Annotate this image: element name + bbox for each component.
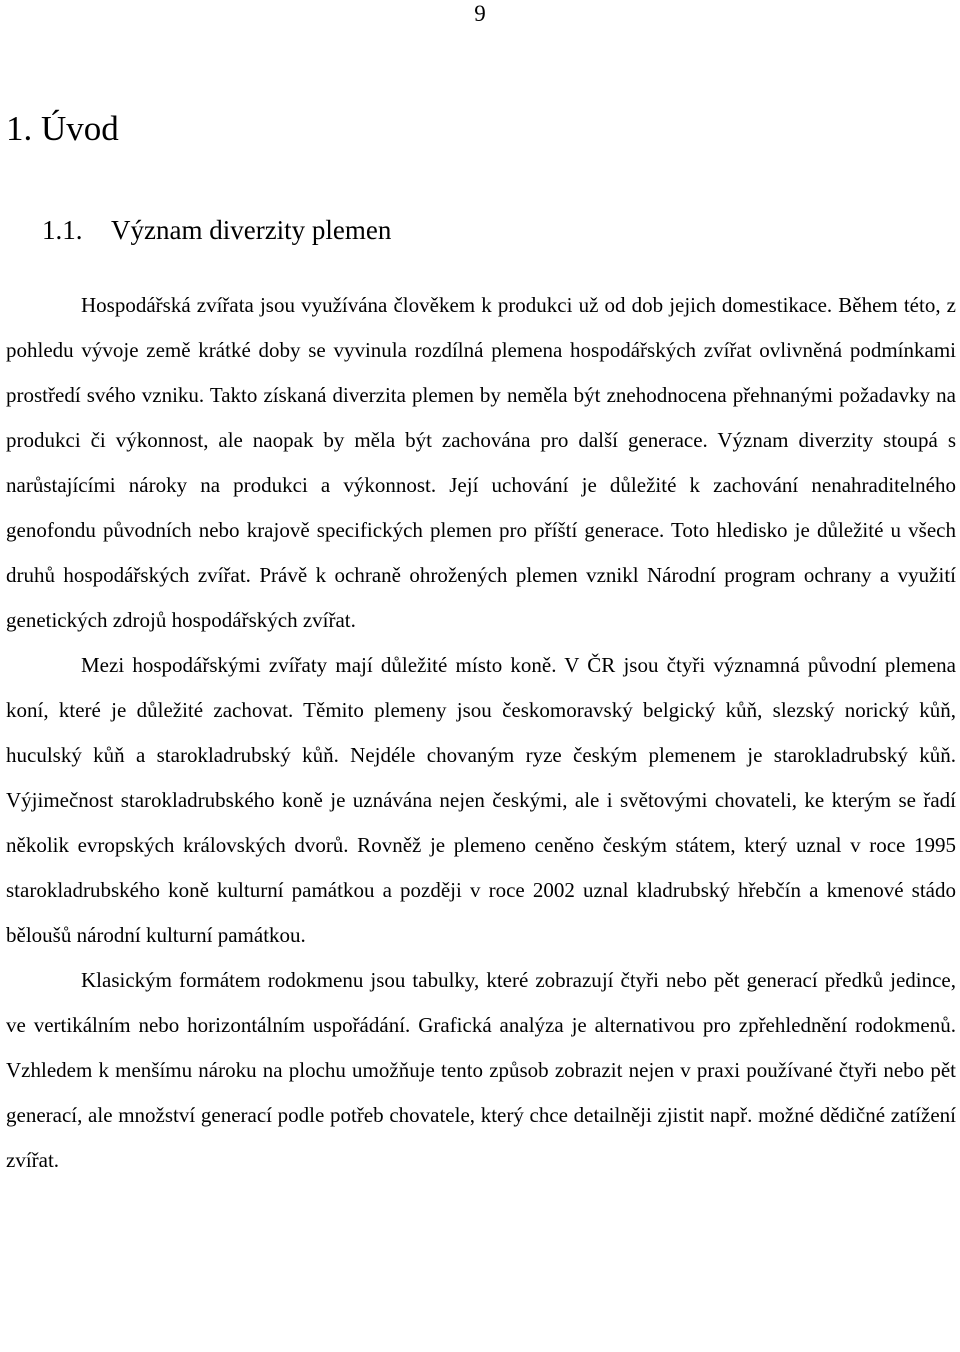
section-number: 1.1. <box>42 215 83 245</box>
paragraph-pedigree: Klasickým formátem rodokmenu jsou tabulky, které zobrazují čtyři nebo pět generací předků jedince, ve vertikálním nebo horizontálním uspořádání. Grafická analýza je alternativou pro zpřehlednění rodokmenů. Vzhledem k menšímu nároku na plochu umožňuje tento způsob zobrazit nejen v praxi používané čtyři nebo pět generací, ale množství generací podle potřeb chovatele, který chce detailněji zjistit např. možné dědičné zatížení zvířat. <box>6 968 956 1172</box>
chapter-title: 1. Úvod <box>6 109 119 148</box>
paragraph-diversity: Hospodářská zvířata jsou využívána člověkem k produkci už od dob jejich domestikace. Během této, z pohledu vývoje země krátké doby se vyvinula rozdílná plemena hospodářských zvířat ovlivněná podmínkami prostředí svého vzniku. Takto získaná diverzita plemen by neměla být znehodnocena přehnanými požadavky na produkci či výkonnost, ale naopak by měla být zachována pro další generace. Význam diverzity stoupá s narůstajícími nároky na produkci a výkonnost. Její uchování je důležité k zachování nenahraditelného genofondu původních nebo krajově specifických plemen pro příští generace. Toto hledisko je důležité u všech druhů hospodářských zvířat. Právě k ochraně ohrožených plemen vznikl Národní program ochrany a využití genetických zdrojů hospodářských zvířat. <box>6 293 956 632</box>
body-text <box>6 283 956 1183</box>
section-heading <box>42 213 391 247</box>
paragraph-horses: Mezi hospodářskými zvířaty mají důležité místo koně. V ČR jsou čtyři významná původní plemena koní, které je důležité zachovat. Těmito plemeny jsou českomoravský belgický kůň, slezský norický kůň, huculský kůň a starokladrubský kůň. Nejdéle chovaným ryze českým plemenem je starokladrubský kůň. Výjimečnost starokladrubského koně je uznávána nejen českými, ale i světovými chovateli, ke kterým se řadí několik evropských královských dvorů. Rovněž je plemeno ceněno českým státem, který uznal v roce 1995 starokladrubského koně kulturní památkou a později v roce 2002 uznal kladrubský hřebčín a kmenové stádo běloušů národní kulturní památkou. <box>6 653 956 947</box>
page-number: 9 <box>474 1 486 26</box>
section-title: Význam diverzity plemen <box>111 215 392 245</box>
